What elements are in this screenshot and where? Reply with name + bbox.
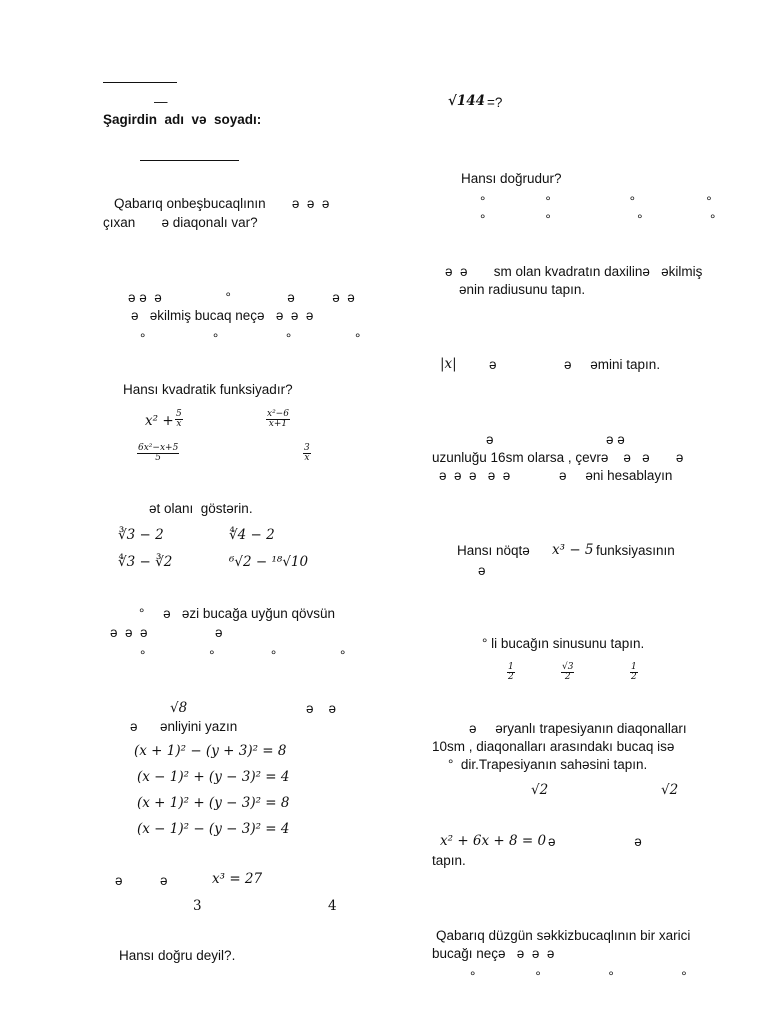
r2-row2: ° ° ° ° (480, 212, 716, 227)
r7-option-c (630, 663, 638, 683)
q4-option-c: ∜3 − ∛2 (118, 554, 173, 570)
r8-line1: ə əryanlı trapesiyanın diaqonalları (469, 721, 687, 736)
r3-line2: ənin radiusunu tapın. (459, 282, 586, 297)
q6-line2: ə ənliyini yazın (130, 719, 238, 734)
q3-b-den: x+1 (268, 419, 288, 430)
q3-option-a-fraction (175, 410, 183, 430)
r5-line2: uzunluğu 16sm olarsa , çevrə ə ə ə (432, 450, 684, 465)
q3-c-num: 6x²−x+5 (138, 443, 179, 453)
q4-option-d: ⁶√2 − ¹⁸√10 (229, 554, 309, 570)
r5-line3: ə ə ə ə ə ə əni hesablayın (439, 468, 673, 483)
q3-option-c-fraction (137, 444, 179, 464)
q7-option-b: 4 (328, 898, 337, 914)
q6-tail: ə ə (306, 701, 337, 716)
q1-line2: çıxan ə diaqonalı var? (103, 215, 258, 230)
r6-text-a: Hansı nöqtə (457, 543, 530, 558)
r10-line2: bucağı neçə ə ə ə (432, 946, 555, 961)
q3-d-num: 3 (304, 443, 310, 453)
r7-c-den: 2 (631, 672, 637, 683)
r8-option-b: √2 (661, 782, 679, 798)
r4-tail: ə ə əmini tapın. (489, 357, 661, 372)
r6-text-b: funksiyasının (596, 543, 675, 558)
q2-options: ° ° ° ° (140, 331, 361, 346)
q6-option-d: (x − 1)² − (y − 3)² = 4 (137, 821, 290, 837)
r7-text: ° li bucağın sinusunu tapın. (482, 636, 645, 651)
q2-line2: ə əkilmiş bucaq neçə ə ə ə (131, 308, 314, 323)
q5-line2: ə ə ə ə (110, 625, 223, 640)
r7-a-num: 1 (508, 662, 514, 672)
r6-expr: x³ − 5 (552, 542, 594, 558)
q6-root: √8 (170, 700, 188, 716)
q6-option-c: (x + 1)² + (y − 3)² = 8 (137, 795, 290, 811)
r2-text: Hansı doğrudur? (461, 171, 562, 186)
r7-b-den: 2 (564, 672, 571, 683)
q2-line1: ə ə ə ° ə ə ə (128, 290, 355, 305)
r1-expr: √144 (448, 93, 486, 109)
q3-option-d-fraction (303, 444, 311, 464)
r10-line1: Qabarıq düzgün səkkizbucaqlının bir xarici (436, 928, 691, 943)
q6-option-a: (x + 1)² − (y + 3)² = 8 (134, 743, 287, 759)
student-name-rule (140, 160, 239, 161)
q3-d-den: x (304, 453, 310, 464)
q4-option-b: ∜4 − 2 (229, 527, 275, 543)
r9-tail: ə ə (548, 834, 642, 849)
r7-option-a (507, 663, 515, 683)
header-dash: — (154, 94, 168, 109)
q4-text: ət olanı göstərin. (149, 501, 253, 516)
q7-equation: x³ = 27 (212, 871, 263, 887)
r7-b-num: √3 (562, 662, 574, 672)
q5-line1: ° ə əzi bucağa uyğun qövsün (139, 606, 336, 621)
q1-line1: Qabarıq onbeşbucaqlının ə ə ə (114, 196, 330, 211)
r9-equation: x² + 6x + 8 = 0 (440, 833, 547, 849)
q3-text: Hansı kvadratik funksiyadır? (123, 382, 293, 397)
r7-option-b (561, 663, 574, 683)
r7-a-den: 2 (508, 672, 514, 683)
q3-option-b-fraction (266, 410, 290, 430)
q6-option-b: (x − 1)² + (y − 3)² = 4 (137, 769, 290, 785)
r2-row1: ° ° ° ° (480, 194, 712, 209)
r4-abs: |x| (440, 356, 457, 372)
r9-line2: tapın. (432, 853, 466, 868)
q4-option-a: ∛3 − 2 (118, 527, 164, 543)
q3-a-den: x (176, 419, 182, 430)
q7-option-a: 3 (193, 898, 202, 914)
r1-tail: =? (487, 95, 503, 110)
r3-line1: ə ə sm olan kvadratın daxilinə əkilmiş (445, 264, 703, 279)
q7-prefix: ə ə (115, 873, 168, 888)
r5-line1: ə ə ə (486, 432, 625, 447)
q8-text: Hansı doğru deyil?. (119, 948, 236, 963)
r7-c-num: 1 (631, 662, 637, 672)
q5-options: ° ° ° ° (140, 648, 346, 663)
q3-b-num: x²−6 (267, 409, 289, 419)
r10-options: ° ° ° ° (470, 969, 687, 984)
r8-line3: ° dir.Trapesiyanın sahəsini tapın. (448, 757, 648, 772)
q3-option-a-prefix: x² + (145, 413, 174, 429)
r6-line2: ə (478, 563, 486, 578)
header-rule-1 (103, 82, 177, 83)
q3-c-den: 5 (155, 453, 162, 464)
student-name-label: Şagirdin adı və soyadı: (103, 112, 262, 127)
r8-option-a: √2 (531, 782, 549, 798)
r8-line2: 10sm , diaqonalları arasındakı bucaq isə (432, 739, 675, 754)
q3-a-num: 5 (176, 409, 182, 419)
